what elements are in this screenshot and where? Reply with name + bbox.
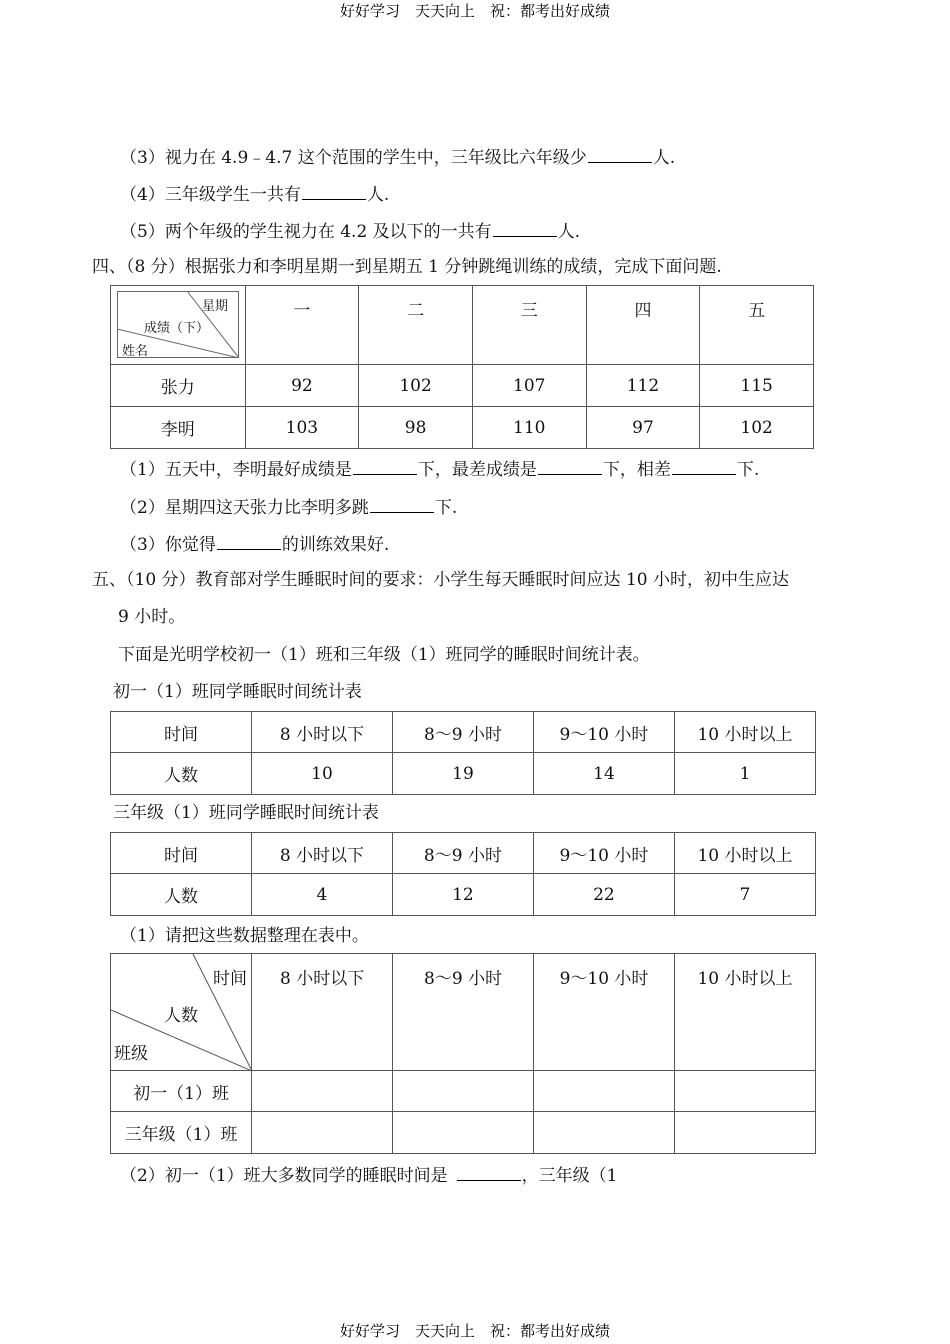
score-cell: 102 (700, 407, 814, 449)
header-cell: 9～10 小时 (534, 954, 675, 1071)
header-cell: 10 小时以上 (674, 954, 815, 1071)
q3-item-3-suffix: 人. (652, 148, 676, 168)
q4-sub-1-text: 下. (736, 460, 760, 480)
table-row (111, 753, 816, 795)
value-cell: 4 (251, 874, 392, 916)
q3-item-4-text: （4）三年级学生一共有 (120, 185, 301, 205)
q4-sub-2 (120, 494, 457, 520)
corner-cell (111, 286, 246, 365)
corner-label-weekday: 星期 (202, 299, 229, 314)
q4-sub-1-text: 下，最差成绩是 (417, 460, 537, 480)
header-cell: 8～9 小时 (392, 712, 533, 753)
q4-title: 四、（8 分）根据张力和李明星期一到星期五 1 分钟跳绳训练的成绩，完成下面问题. (92, 257, 722, 277)
header-cell: 8 小时以下 (251, 712, 392, 753)
value-cell: 10 (251, 753, 392, 795)
header-cell: 9～10 小时 (533, 833, 674, 874)
value-cell: 19 (392, 753, 533, 795)
score-cell: 107 (472, 365, 586, 407)
day-header: 三 (472, 286, 586, 365)
day-header: 五 (700, 286, 814, 365)
q4-sub-3-suffix: 的训练效果好. (281, 535, 390, 555)
header-cell: 时间 (111, 833, 252, 874)
row-name: 李明 (111, 407, 246, 449)
corner-label-count: 人数 (164, 1006, 198, 1026)
q3-item-4-suffix: 人. (366, 185, 390, 205)
table2-caption: 三年级（1）班同学睡眠时间统计表 (113, 803, 379, 823)
fill-in-cell[interactable] (674, 1071, 815, 1112)
fill-in-cell[interactable] (534, 1071, 675, 1112)
fill-in-cell[interactable] (534, 1112, 675, 1154)
header-cell: 8～9 小时 (392, 833, 533, 874)
q3-item-5-suffix: 人. (557, 222, 581, 242)
fill-in-cell[interactable] (393, 1071, 534, 1112)
header-cell: 8 小时以下 (252, 954, 393, 1071)
header-cell: 时间 (111, 712, 252, 753)
sleep-table-grade3 (110, 832, 816, 916)
q5-sub-1: （1）请把这些数据整理在表中。 (120, 926, 369, 946)
answer-blank[interactable] (538, 456, 602, 475)
score-cell: 97 (586, 407, 700, 449)
day-header: 四 (586, 286, 700, 365)
header-cell: 8～9 小时 (393, 954, 534, 1071)
value-cell: 14 (533, 753, 674, 795)
q5-intro: 下面是光明学校初一（1）班和三年级（1）班同学的睡眠时间统计表。 (118, 645, 650, 665)
table1-caption: 初一（1）班同学睡眠时间统计表 (113, 682, 362, 702)
corner-cell (111, 954, 252, 1071)
q5-sub-2-suffix: ，三年级（1 (521, 1166, 618, 1186)
row-label: 三年级（1）班 (111, 1112, 252, 1154)
jump-rope-table (110, 285, 814, 449)
q4-sub-1 (120, 456, 759, 482)
score-cell: 102 (359, 365, 473, 407)
q3-item-3 (120, 144, 675, 170)
table-row (111, 1112, 816, 1154)
q3-item-5 (120, 218, 580, 244)
q5-title-line-1: 五、（10 分）教育部对学生睡眠时间的要求：小学生每天睡眠时间应达 10 小时，初中生应达 (92, 570, 789, 590)
header-cell: 9～10 小时 (533, 712, 674, 753)
value-cell: 1 (674, 753, 815, 795)
row-label: 人数 (111, 874, 252, 916)
q5-title-line-2: 9 小时。 (118, 607, 186, 627)
q4-sub-1-text: 下，相差 (602, 460, 671, 480)
page-header: 好好学习 天天向上 祝：都考出好成绩 (339, 2, 610, 20)
value-cell: 22 (533, 874, 674, 916)
q5-sub-2-text: （2）初一（1）班大多数同学的睡眠时间是 (120, 1166, 448, 1186)
q4-sub-1-text: （1）五天中，李明最好成绩是 (120, 460, 352, 480)
q3-item-4 (120, 181, 389, 207)
score-cell: 103 (245, 407, 359, 449)
sleep-summary-table (110, 953, 816, 1154)
q4-sub-3 (120, 531, 389, 557)
q4-sub-3-text: （3）你觉得 (120, 535, 216, 555)
answer-blank[interactable] (353, 456, 417, 475)
score-cell: 115 (700, 365, 814, 407)
q3-item-3-text: （3）视力在 4.9﹣4.7 这个范围的学生中，三年级比六年级少 (120, 148, 587, 168)
corner-label-name: 姓名 (122, 344, 149, 359)
corner-label-time: 时间 (213, 969, 247, 989)
header-cell: 10 小时以上 (674, 833, 815, 874)
answer-blank[interactable] (302, 181, 366, 200)
header-cell: 8 小时以下 (251, 833, 392, 874)
fill-in-cell[interactable] (252, 1071, 393, 1112)
score-cell: 98 (359, 407, 473, 449)
score-cell: 112 (586, 365, 700, 407)
q3-item-5-text: （5）两个年级的学生视力在 4.2 及以下的一共有 (120, 222, 492, 242)
table-row (111, 874, 816, 916)
table-row (111, 407, 814, 449)
value-cell: 12 (392, 874, 533, 916)
day-header: 二 (359, 286, 473, 365)
page-footer: 好好学习 天天向上 祝：都考出好成绩 (339, 1322, 610, 1340)
answer-blank[interactable] (217, 531, 281, 550)
answer-blank[interactable] (493, 218, 557, 237)
corner-label-score: 成绩（下） (144, 321, 210, 336)
fill-in-cell[interactable] (252, 1112, 393, 1154)
answer-blank[interactable] (457, 1162, 521, 1181)
fill-in-cell[interactable] (393, 1112, 534, 1154)
answer-blank[interactable] (588, 144, 652, 163)
score-cell: 110 (472, 407, 586, 449)
answer-blank[interactable] (672, 456, 736, 475)
header-cell: 10 小时以上 (674, 712, 815, 753)
q5-sub-2 (120, 1162, 617, 1188)
table-row (111, 1071, 816, 1112)
table-row (111, 365, 814, 407)
answer-blank[interactable] (370, 494, 434, 513)
score-cell: 92 (245, 365, 359, 407)
sleep-table-grade7 (110, 711, 816, 795)
value-cell: 7 (674, 874, 815, 916)
row-name: 张力 (111, 365, 246, 407)
fill-in-cell[interactable] (674, 1112, 815, 1154)
q4-sub-2-suffix: 下. (434, 498, 458, 518)
row-label: 初一（1）班 (111, 1071, 252, 1112)
row-label: 人数 (111, 753, 252, 795)
day-header: 一 (245, 286, 359, 365)
q4-sub-2-text: （2）星期四这天张力比李明多跳 (120, 498, 369, 518)
corner-label-class: 班级 (114, 1044, 148, 1064)
